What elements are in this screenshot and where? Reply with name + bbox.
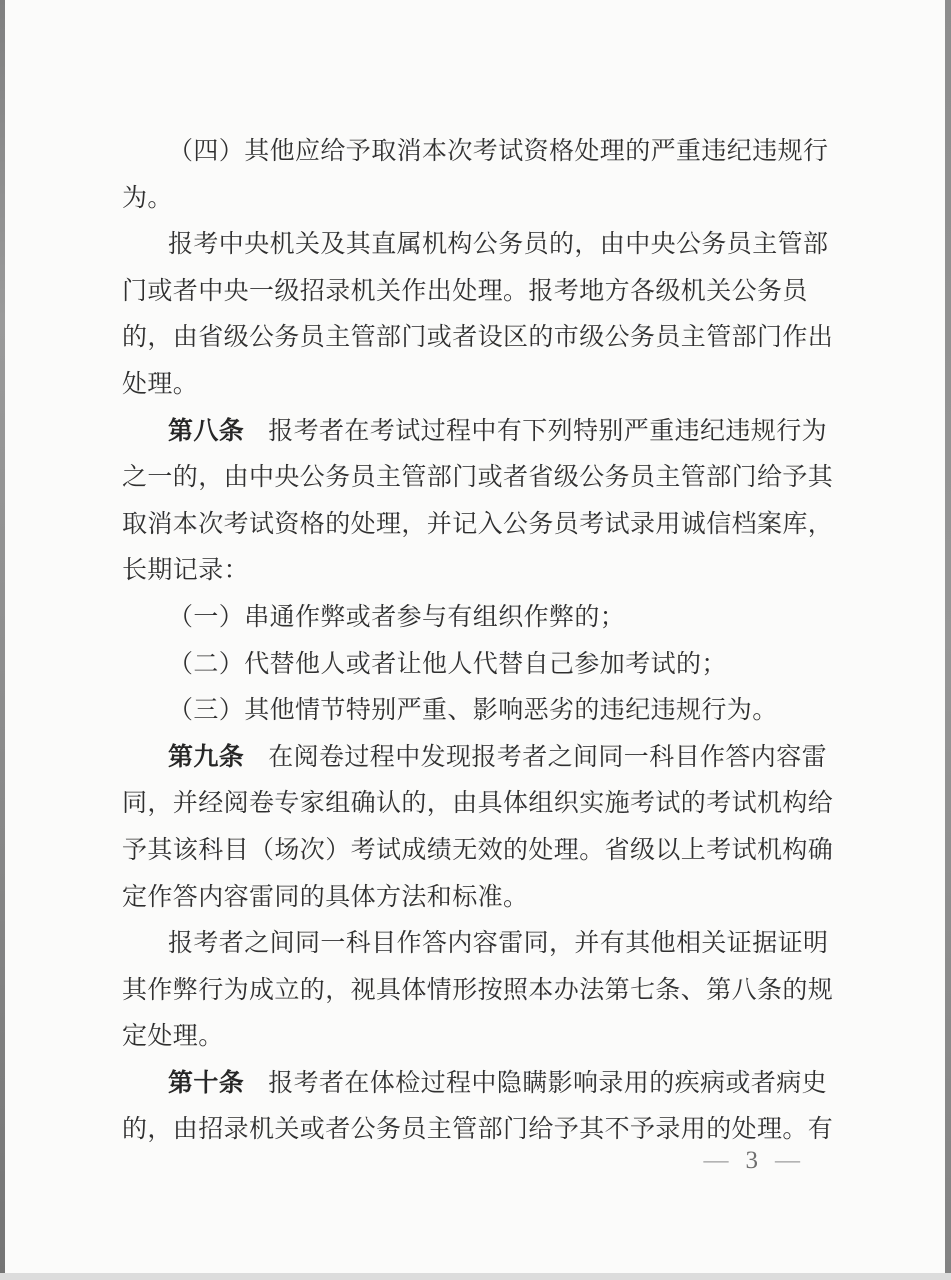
line-text: 报考中央机关及其直属机构公务员的，由中央公务员主管部	[168, 231, 829, 259]
text-line	[122, 315, 838, 362]
text-line	[122, 781, 838, 828]
text-line	[122, 222, 838, 269]
line-text: 同，并经阅卷专家组确认的，由具体组织实施考试的考试机构给	[122, 790, 834, 818]
text-line	[122, 502, 838, 549]
text-line-article-8	[122, 409, 838, 456]
line-text: 之一的，由中央公务员主管部门或者省级公务员主管部门给予其	[122, 464, 834, 492]
text-line	[122, 362, 838, 409]
text-line-item-2	[122, 642, 838, 689]
line-text: （四）其他应给予取消本次考试资格处理的严重违纪违规行	[168, 138, 829, 165]
line-text: 报考者之间同一科目作答内容雷同，并有其他相关证据证明	[168, 930, 829, 958]
line-text: 报考者在考试过程中有下列特别严重违纪违规行为	[268, 417, 828, 445]
text-line	[122, 828, 838, 875]
scan-edge-right	[945, 0, 951, 1280]
scan-edge-left	[0, 0, 5, 1280]
line-text: 取消本次考试资格的处理，并记入公务员考试录用诚信档案库，	[122, 510, 834, 538]
line-text: 定处理。	[122, 1023, 224, 1051]
article-number: 第九条	[168, 743, 245, 771]
text-line-article-9	[122, 735, 838, 782]
document-body	[122, 129, 838, 1154]
line-text: 在阅卷过程中发现报考者之间同一科目作答内容雷	[268, 743, 828, 771]
text-line	[122, 176, 838, 223]
line-text: 处理。	[122, 370, 199, 398]
text-line	[122, 968, 838, 1015]
line-text: （三）其他情节特别严重、影响恶劣的违纪违规行为。	[168, 697, 778, 725]
article-number: 第八条	[168, 417, 245, 445]
page-footer	[0, 1146, 800, 1176]
line-text: 门或者中央一级招录机关作出处理。报考地方各级机关公务员	[122, 277, 808, 305]
text-line	[122, 1014, 838, 1061]
footer-dash-left: —	[703, 1147, 729, 1174]
line-text: （一）串通作弊或者参与有组织作弊的；	[168, 603, 626, 631]
text-line-item-1	[122, 595, 838, 642]
line-text: 定作答内容雷同的具体方法和标准。	[122, 883, 529, 911]
text-line	[122, 455, 838, 502]
line-text: 予其该科目（场次）考试成绩无效的处理。省级以上考试机构确	[122, 836, 834, 864]
line-text: 的，由招录机关或者公务员主管部门给予其不予录用的处理。有	[122, 1116, 834, 1144]
line-text: 报考者在体检过程中隐瞒影响录用的疾病或者病史	[268, 1069, 828, 1097]
text-line-item-3	[122, 688, 838, 735]
page-number: 3	[745, 1147, 758, 1174]
line-text: （二）代替他人或者让他人代替自己参加考试的；	[168, 650, 727, 678]
line-text: 其作弊行为成立的，视具体情形按照本办法第七条、第八条的规	[122, 976, 834, 1004]
text-line	[122, 129, 838, 176]
line-text: 为。	[122, 184, 173, 212]
text-line	[122, 548, 838, 595]
text-line	[122, 269, 838, 316]
text-line	[122, 875, 838, 922]
footer-dash-right: —	[775, 1147, 800, 1174]
line-text: 的，由省级公务员主管部门或者设区的市级公务员主管部门作出	[122, 324, 834, 352]
scan-edge-bottom	[0, 1273, 951, 1280]
text-line	[122, 921, 838, 968]
article-number: 第十条	[168, 1069, 245, 1097]
text-line-article-10	[122, 1061, 838, 1108]
line-text: 长期记录：	[122, 557, 250, 585]
